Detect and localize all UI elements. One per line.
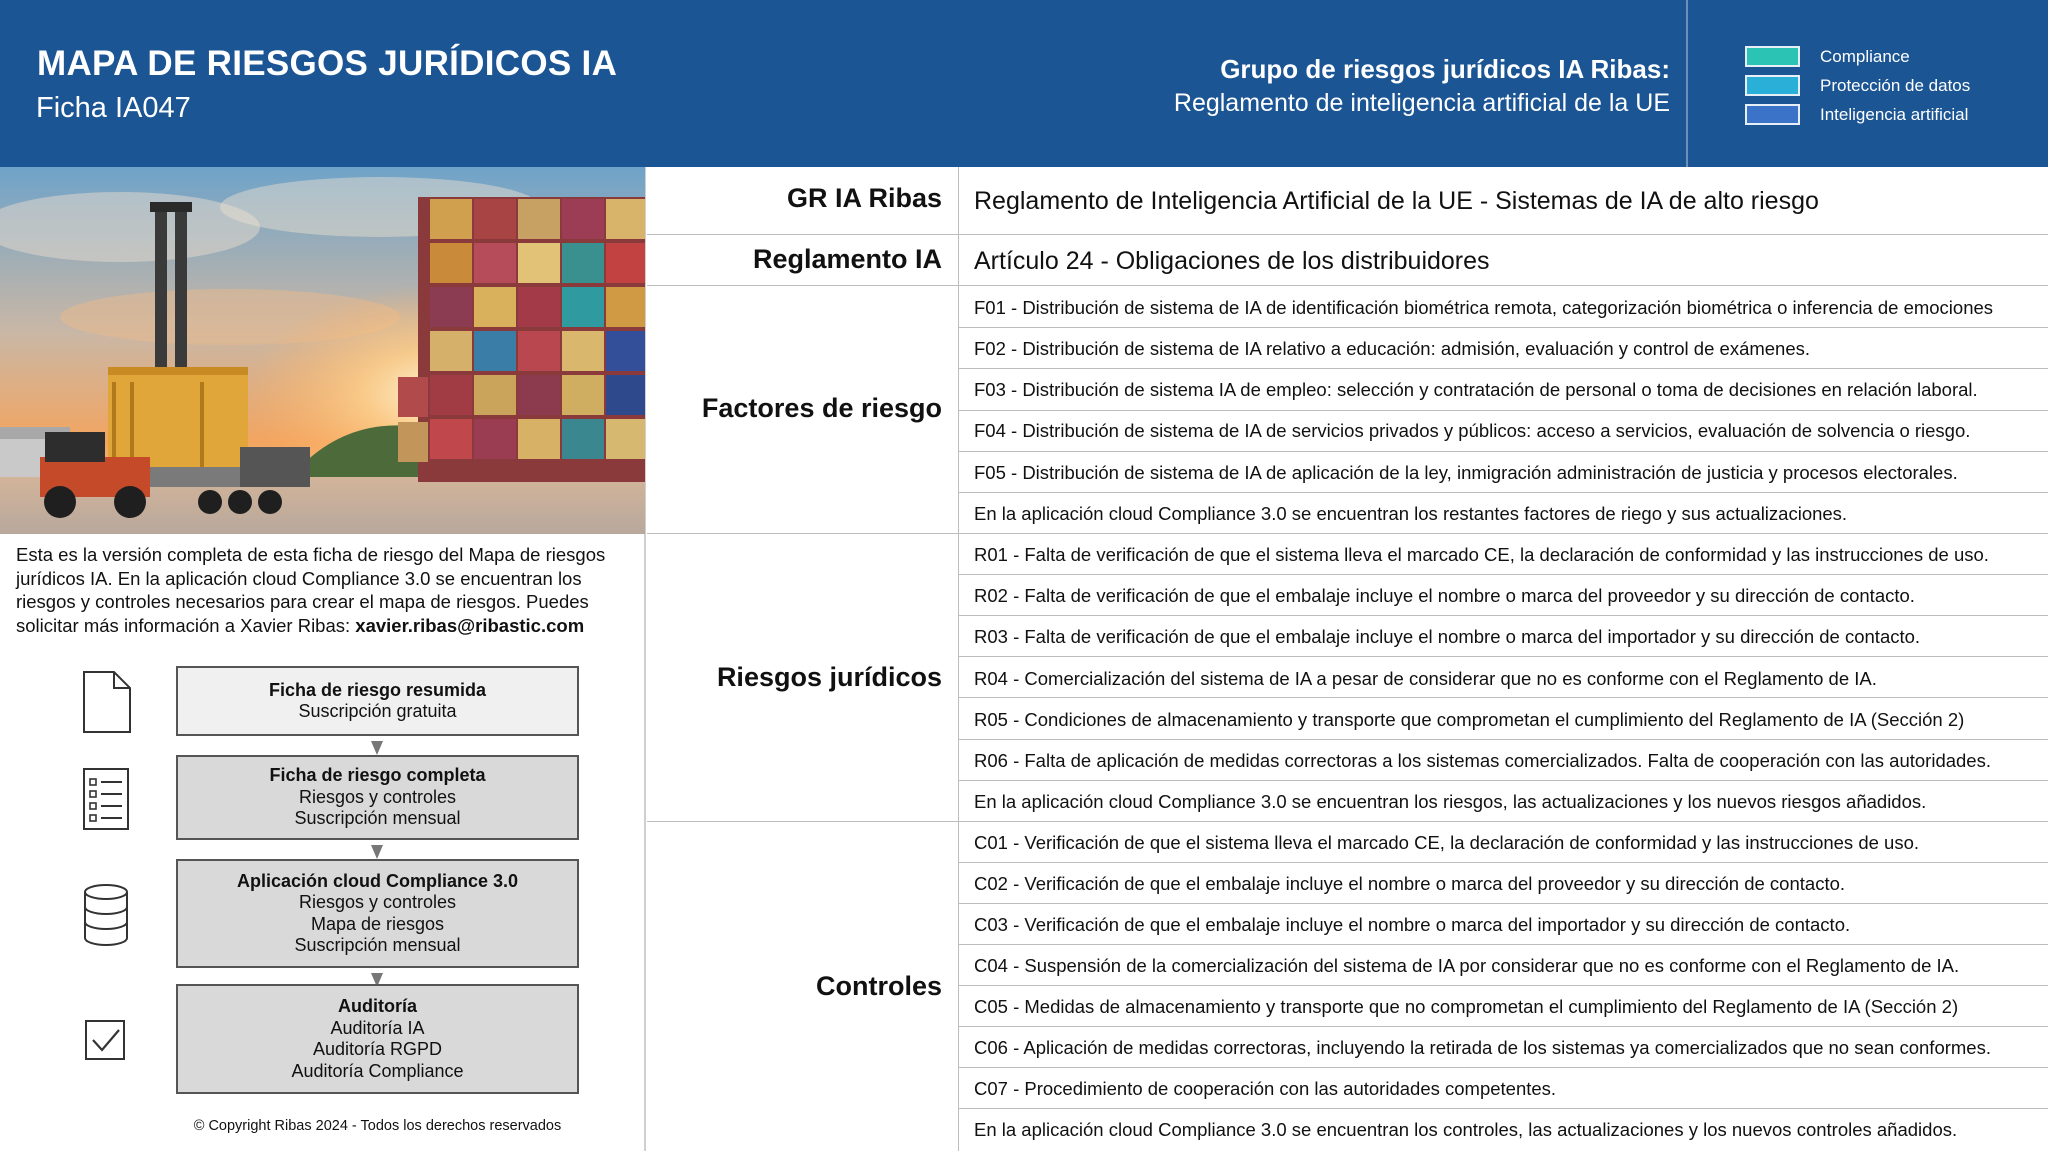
- page-subtitle: Ficha IA047: [36, 92, 191, 124]
- factor-item: F02 - Distribución de sistema de IA relativo a educación: admisión, evaluación y control de exámenes.: [974, 338, 1811, 359]
- header-divider: [1686, 0, 1688, 167]
- row-divider: [958, 1067, 2048, 1068]
- riesgo-item: R04 - Comercialización del sistema de IA a pesar de considerar que no es conforme con el Reglamento de IA.: [974, 668, 1877, 689]
- label-factores-riesgo: Factores de riesgo: [701, 393, 942, 423]
- flow-box-line: Auditoría IA: [330, 1017, 425, 1038]
- row-divider: [958, 615, 2048, 616]
- row-divider: [958, 327, 2048, 328]
- flow-box-line: Riesgos y controles: [298, 892, 457, 912]
- control-item: C01 - Verificación de que el sistema lleva el marcado CE, la declaración de conformidad y las instrucciones de uso.: [974, 832, 1920, 853]
- flow-box-line: Riesgos y controles: [298, 786, 457, 807]
- document-icon: [78, 670, 134, 734]
- legend-label: Protección de datos: [1820, 75, 1971, 95]
- flow-box-title: Aplicación cloud Compliance 3.0: [236, 870, 519, 891]
- flow-box-title: Auditoría: [338, 996, 417, 1016]
- row-divider: [958, 368, 2048, 369]
- control-item: C06 - Aplicación de medidas correctoras, incluyendo la retirada de los sistemas ya comercializados que no sean conformes.: [974, 1037, 1991, 1058]
- row-divider: [958, 780, 2048, 781]
- value-reglamento-ia: Artículo 24 - Obligaciones de los distribuidores: [974, 247, 1490, 275]
- row-divider: [958, 1108, 2048, 1109]
- arrow-down-icon: [371, 741, 383, 755]
- group-heading: [1174, 54, 1670, 118]
- label-riesgos-juridicos: Riesgos jurídicos: [716, 662, 942, 692]
- row-divider: [958, 574, 2048, 575]
- row-divider: [958, 1026, 2048, 1027]
- row-divider: [647, 234, 2048, 235]
- left-panel: [0, 167, 646, 1151]
- flow-box-line: Auditoría RGPD: [312, 1039, 443, 1059]
- intro-body: Esta es la versión completa de esta ficha de riesgo del Mapa de riesgos jurídicos IA. En la aplicación cloud Compliance 3.0 se encuentran los riesgos y controles necesarios para crear el mapa de riesgos. Puedes solicitar más información a Xavier Ribas:: [16, 544, 606, 636]
- control-item: C05 - Medidas de almacenamiento y transporte que no comprometan el cumplimiento del Reglamento de IA (Sección 2): [974, 996, 1959, 1017]
- legend-item-compliance: [1745, 42, 1970, 71]
- row-divider: [958, 985, 2048, 986]
- flow-box-aplicacion-cloud[interactable]: [176, 859, 579, 968]
- factor-item: F05 - Distribución de sistema de IA de aplicación de la ley, inmigración administración de justicia y procesos electorales.: [974, 462, 1958, 483]
- copyright: © Copyright Ribas 2024 - Todos los derechos reservados: [193, 1118, 562, 1134]
- control-item: En la aplicación cloud Compliance 3.0 se encuentran los controles, las actualizaciones y los nuevos controles añadidos.: [974, 1119, 1958, 1140]
- intro-text: [16, 543, 636, 637]
- legend-swatch: [1745, 75, 1800, 96]
- contact-email[interactable]: xavier.ribas@ribastic.com: [355, 614, 585, 636]
- flow-box-title: Ficha de riesgo resumida: [268, 679, 487, 700]
- riesgo-item: R05 - Condiciones de almacenamiento y transporte que comprometan el cumplimiento del Reglamento de IA (Sección 2): [974, 709, 1965, 730]
- value-gr-ia-ribas: Reglamento de Inteligencia Artificial de la UE - Sistemas de IA de alto riesgo: [974, 187, 1819, 215]
- flow-box-line: Auditoría Compliance: [291, 1060, 464, 1081]
- row-divider: [958, 697, 2048, 698]
- row-divider: [958, 656, 2048, 657]
- row-divider: [958, 739, 2048, 740]
- legend-item-inteligencia-artificial: [1745, 100, 1970, 129]
- row-divider: [958, 944, 2048, 945]
- legend-label: Compliance: [1820, 46, 1910, 66]
- control-item: C03 - Verificación de que el embalaje incluye el nombre o marca del importador y su dirección de contacto.: [974, 914, 1851, 935]
- checkbox-icon: [78, 1017, 134, 1081]
- arrow-down-icon: [371, 845, 383, 859]
- label-controles: Controles: [815, 971, 942, 1001]
- riesgo-item: R06 - Falta de aplicación de medidas correctoras a los sistemas comercializados. Falta de cooperación con las autoridades.: [974, 750, 1991, 771]
- factor-item: F01 - Distribución de sistema de IA de identificación biométrica remota, categorización biométrica o inferencia de emociones: [974, 297, 1994, 318]
- legend-swatch: [1745, 104, 1800, 125]
- row-divider: [958, 492, 2048, 493]
- row-divider: [958, 410, 2048, 411]
- flow-box-ficha-completa[interactable]: [176, 755, 579, 840]
- row-divider: [958, 862, 2048, 863]
- row-divider: [647, 821, 2048, 822]
- header-banner: [0, 0, 2048, 167]
- row-divider: [958, 451, 2048, 452]
- row-divider: [647, 285, 2048, 286]
- flow-box-line: Mapa de riesgos: [310, 913, 445, 934]
- table-column-divider: [958, 167, 959, 1151]
- riesgo-item: R01 - Falta de verificación de que el sistema lleva el marcado CE, la declaración de conformidad y las instrucciones de uso.: [974, 544, 1989, 565]
- checklist-icon: [78, 767, 134, 831]
- label-gr-ia-ribas: GR IA Ribas: [786, 183, 942, 213]
- factor-item: En la aplicación cloud Compliance 3.0 se encuentran los restantes factores de riego y sus actualizaciones.: [974, 503, 1848, 524]
- flow-box-auditoria[interactable]: [176, 984, 579, 1094]
- riesgo-item: En la aplicación cloud Compliance 3.0 se encuentran los riesgos, las actualizaciones y los nuevos riesgos añadidos.: [974, 791, 1927, 812]
- factor-item: F03 - Distribución de sistema IA de empleo: selección y contratación de personal o toma de decisiones en relación laboral.: [974, 379, 1978, 400]
- flow-box-line: Suscripción mensual: [294, 935, 461, 955]
- page-title: MAPA DE RIESGOS JURÍDICOS IA: [37, 44, 618, 83]
- row-divider: [647, 533, 2048, 534]
- legend-label: Inteligencia artificial: [1820, 104, 1969, 124]
- riesgo-item: R03 - Falta de verificación de que el embalaje incluye el nombre o marca del importador y su dirección de contacto.: [974, 626, 1921, 647]
- control-item: C07 - Procedimiento de cooperación con las autoridades competentes.: [974, 1078, 1557, 1099]
- flow-box-ficha-resumida[interactable]: [176, 666, 579, 736]
- flow-box-title: Ficha de riesgo completa: [269, 765, 486, 786]
- group-subtitle: Reglamento de inteligencia artificial de la UE: [1173, 89, 1670, 117]
- label-reglamento-ia: Reglamento IA: [752, 244, 942, 274]
- flow-box-line: Suscripción gratuita: [298, 701, 457, 721]
- control-item: C04 - Suspensión de la comercialización del sistema de IA por considerar que no es conforme con el Reglamento de IA.: [974, 955, 1960, 976]
- flow-box-line: Suscripción mensual: [294, 808, 461, 829]
- legend-swatch: [1745, 46, 1800, 67]
- riesgo-item: R02 - Falta de verificación de que el embalaje incluye el nombre o marca del proveedor y su dirección de contacto.: [974, 585, 1915, 606]
- group-title: Grupo de riesgos jurídicos IA Ribas:: [1220, 54, 1670, 84]
- row-divider: [958, 903, 2048, 904]
- factor-item: F04 - Distribución de sistema de IA de servicios privados y públicos: acceso a servicios, evaluación de solvencia o riesgo.: [974, 420, 1971, 441]
- control-item: C02 - Verificación de que el embalaje incluye el nombre o marca del proveedor y su dirección de contacto.: [974, 873, 1846, 894]
- legend: [1745, 42, 1970, 129]
- legend-item-proteccion-datos: [1745, 71, 1970, 100]
- database-icon: [78, 883, 134, 947]
- container-port-photo: [0, 167, 645, 534]
